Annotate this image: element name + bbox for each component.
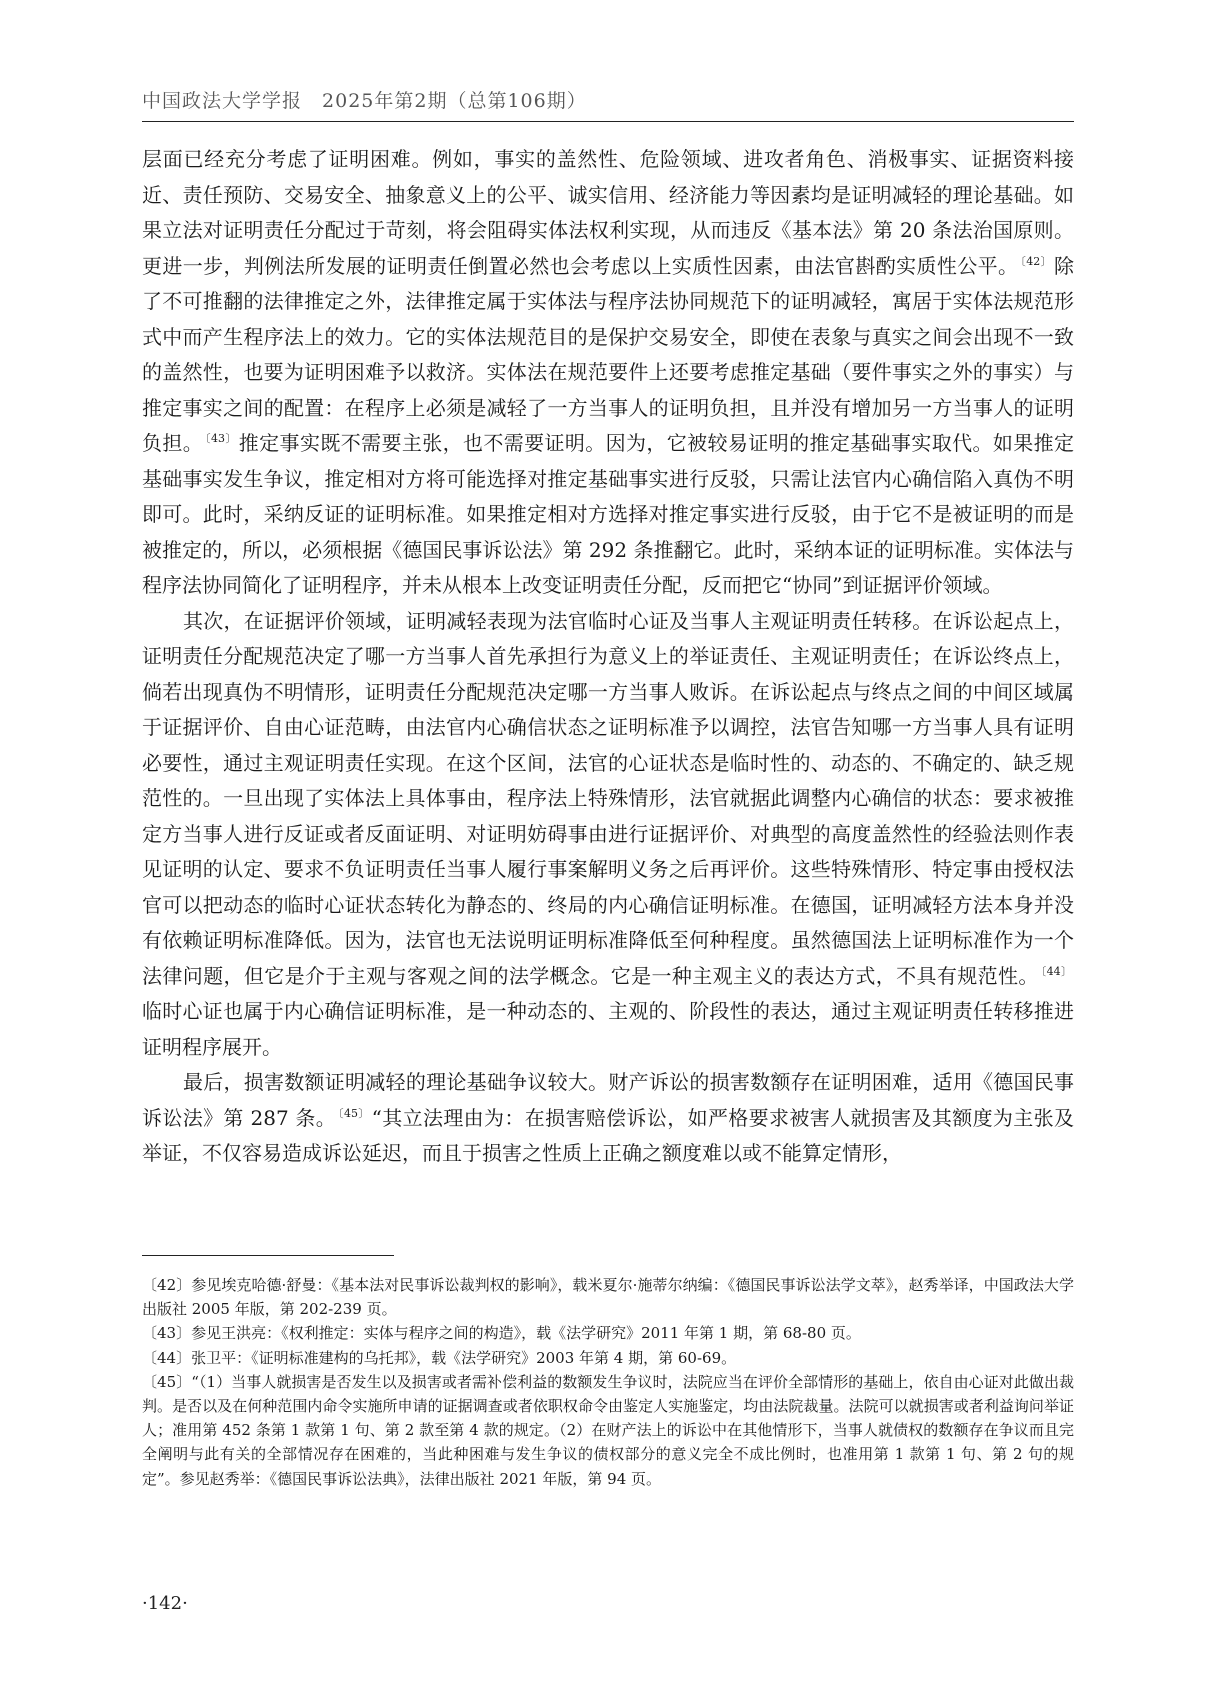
- footnote-44: 〔44〕张卫平：《证明标准建构的乌托邦》，载《法学研究》2003 年第 4 期，第 60-69。: [142, 1348, 737, 1367]
- footnote-45: 〔45〕“（1）当事人就损害是否发生以及损害或者需补偿利益的数额发生争议时，法院应当在评价全部情形的基础上，依自由心证对此做出裁判。是否以及在何种范围内命令实施所申请的证据调查或者依职权命令由鉴定人实施鉴定，均由法院裁量。法院可以就损害或者利益询问举证人；准用第 452 条第 1 款第 1 句、第 2 款至第 4 款的规定。（2）在财产法上的诉讼中在其他情形下，当事人就债权的数额存在争议而且完全阐明与此有关的全部情况存在困难的，当此种困难与发生争议的债权部分的意义完全不成比例时，也准用第 1 款第 1 句、第 2 句的规定”。参见赵秀举：《德国民事诉讼法典》，法律出版社 2021 年版，第 94 页。: [142, 1372, 1074, 1488]
- paragraph-1: 层面已经充分考虑了证明困难。例如，事实的盖然性、危险领域、进攻者角色、消极事实、证据资料接近、责任预防、交易安全、抽象意义上的公平、诚实信用、经济能力等因素均是证明减轻的理论基础。如果立法对证明责任分配过于苛刻，将会阻碍实体法权利实现，从而违反《基本法》第 20 条法治国原则。更进一步，判例法所发展的证明责任倒置必然也会考虑以上实质性因素，由法官斟酌实质性公平。 $^{〔42〕}$ 除了不可推翻的法律推定之外，法律推定属于实体法与程序法协同规范下的证明减轻，寓居于实体法规范形式中而产生程序法上的效力。它的实体法规范目的是保护交易安全，即使在表象与真实之间会出现不一致的盖然性，也要为证明困难予以救济。实体法在规范要件上还要考虑推定基础（要件事实之外的事实）与推定事实之间的配置：在程序上必须是减轻了一方当事人的证明负担，且并没有增加另一方当事人的证明负担。 $^{〔43〕}$ 推定事实既不需要主张，也不需要证明。因为，它被较易证明的推定基础事实取代。如果推定基础事实发生争议，推定相对方将可能选择对推定基础事实进行反驳，只需让法官内心确信陷入真伪不明即可。此时，采纳反证的证明标准。如果推定相对方选择对推定事实进行反驳，由于它不是被证明的而是被推定的，所以，必须根据《德国民事诉讼法》第 292 条推翻它。此时，采纳本证的证明标准。实体法与程序法协同简化了证明程序，并未从根本上改变证明责任分配，反而把它“协同”到证据评价领域。: [142, 147, 1075, 597]
- footnote-42: 〔42〕参见埃克哈德·舒曼：《基本法对民事诉讼裁判权的影响》，载米夏尔·施蒂尔纳编：《德国民事诉讼法学文萃》，赵秀举译，中国政法大学出版社 2005 年版，第 202-239 页。: [142, 1276, 1074, 1319]
- running-header: [142, 86, 587, 113]
- page-number: ·142·: [142, 1593, 188, 1614]
- paragraph-2: 其次，在证据评价领域，证明减轻表现为法官临时心证及当事人主观证明责任转移。在诉讼起点上，证明责任分配规范决定了哪一方当事人首先承担行为意义上的举证责任、主观证明责任；在诉讼终点上，倘若出现真伪不明情形，证明责任分配规范决定哪一方当事人败诉。在诉讼起点与终点之间的中间区域属于证据评价、自由心证范畴，由法官内心确信状态之证明标准予以调控，法官告知哪一方当事人具有证明必要性，通过主观证明责任实现。在这个区间，法官的心证状态是临时性的、动态的、不确定的、缺乏规范性的。一旦出现了实体法上具体事由，程序法上特殊情形，法官就据此调整内心确信的状态：要求被推定方当事人进行反证或者反面证明、对证明妨碍事由进行证据评价、对典型的高度盖然性的经验法则作表见证明的认定、要求不负证明责任当事人履行事案解明义务之后再评价。这些特殊情形、特定事由授权法官可以把动态的临时心证状态转化为静态的、终局的内心确信证明标准。在德国，证明减轻方法本身并没有依赖证明标准降低。因为，法官也无法说明证明标准降低至何种程度。虽然德国法上证明标准作为一个法律问题，但它是介于主观与客观之间的法学概念。它是一种主观主义的表达方式，不具有规范性。 $^{〔44〕}$临时心证也属于内心确信证明标准，是一种动态的、主观的、阶段性的表达，通过主观证明责任转移推进证明程序展开。: [142, 608, 1074, 1059]
- journal-title: 中国政法大学学报: [142, 90, 303, 112]
- footnote-ref-44[interactable]: 〔44〕: [1040, 964, 1073, 978]
- paragraph-3: 最后，损害数额证明减轻的理论基础争议较大。财产诉讼的损害数额存在证明困难，适用《德国民事诉讼法》第 287 条。 $^{〔45〕}$ “其立法理由为：在损害赔偿诉讼，如严格要求被害人就损害及其额度为主张及举证，不仅容易造成诉讼延迟，而且于损害之性质上正确之额度难以或不能算定情形，: [142, 1070, 1074, 1165]
- footnote-ref-43[interactable]: 〔43〕: [205, 432, 237, 445]
- footnotes: [142, 1273, 1074, 1491]
- issue-info: 2025年第2期（总第106期）: [322, 90, 587, 112]
- footnote-43: 〔43〕参见王洪亮：《权利推定：实体与程序之间的构造》，载《法学研究》2011 年第 1 期，第 68-80 页。: [142, 1324, 861, 1343]
- body-text: [142, 142, 1074, 1172]
- header-rule: [142, 121, 1074, 122]
- footnote-ref-45[interactable]: 〔45〕: [338, 1106, 370, 1120]
- footnote-ref-42[interactable]: 〔42〕: [1020, 254, 1052, 268]
- footnote-rule: [142, 1255, 394, 1256]
